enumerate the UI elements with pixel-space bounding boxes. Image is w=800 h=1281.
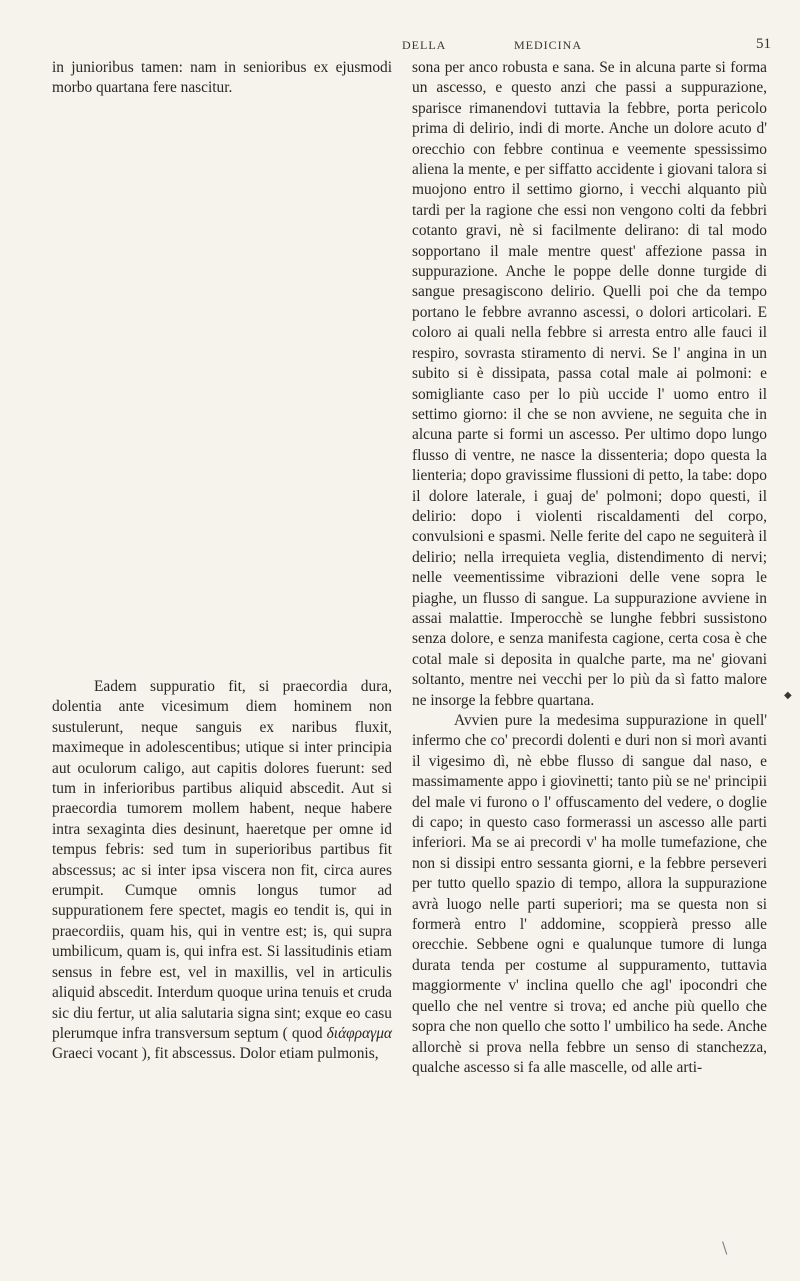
stray-mark: \ [722, 1238, 728, 1257]
latin-paragraph-2 [52, 677, 392, 1065]
margin-mark: ◆ [784, 690, 792, 701]
latin-paragraph-1: in junioribus tamen: nam in senioribus ex ejusmodi morbo quartana fere nascitur. [52, 59, 392, 97]
italian-paragraph-2: Avvien pure la medesima suppurazione in quell' infermo che co' precordi dolenti e duri non si morì avanti il vigesimo dì, nè ebbe flusso di sangue dal naso, e massimamente appo i giovinetti; tanto più se ne' principii del male vi furono o l' offuscamento del vedere, o doglie di capo; in questo caso formerassi un ascesso alle parti inferiori. Ma se ai precordi v' ha molle tumefazione, che non si dissipi entro sessanta giorni, e la febbre perseveri per tutto quello spazio di tempo, allora la suppurazione avrà luogo nelle parti superiori; ma se questa non si formerà entro l' addomine, scoppierà presso alle orecchie. Sebbene ogni e qualunque tumore di lunga durata tenda per costume al suppuramento, tuttavia maggiormente v' inclina quello che agl' ipocondri che quello che nel ventre si trova; ed anche più quello che sopra che non quello che sotto l' umbilico ha sede. Anche allorchè si prova nella febbre un senso di stanchezza, qualche ascesso si fa alle mascelle, od alle arti- [412, 712, 767, 1076]
latin-paragraph-2-text: Eadem suppuratio fit, si praecordia dura, dolentia ante vicesimum diem hominem non sustulerunt, neque sanguis ex naribus fluxit, maximeque in adolescentibus; utique si inter principia aut oculorum caligo, aut capitis dolores fuerunt: sed tum in inferioribus partibus aliquid abscedit. Aut si praecordia tumorem mollem habent, neque habere intra sexaginta dies desinunt, haeretque per omne id tempus febris: sed tum in superioribus partibus fit abscessus; ac si inter ipsa viscera non fit, circa aures erumpit. Cumque omnis longus tumor ad suppurationem fere spectet, magis eo tendit is, qui in praecordiis, quam his, qui in ventre est; is, qui supra umbilicum, quam is, qui infra est. Si lassitudinis etiam sensus in febre est, vel in maxillis, vel in articulis aliquid abscedit. Interdum quoque urina tenuis et cruda sic diu fertur, ut alia salutaria signa sint; exque eo casu plerumque infra transversum septum ( quod [52, 678, 392, 1042]
latin-column-top [52, 58, 392, 99]
running-head-left: DELLA [402, 38, 447, 52]
page-number: 51 [756, 36, 771, 52]
latin-column-bottom [52, 677, 392, 1065]
running-head-right: MEDICINA [514, 38, 582, 52]
italian-column [412, 58, 767, 1078]
italian-paragraph-1: sona per anco robusta e sana. Se in alcuna parte si forma un ascesso, e questo anzi che passi a suppurazione, sparisce rimanendovi tuttavia la febbre, porta pericolo prima di delirio, indi di morte. Anche un dolore acuto d' orecchio con febbre continua e veemente spessissimo aliena la mente, e per siffatto accidente i giovani talora si muojono entro il settimo giorno, i vecchi alquanto più tardi per la ragione che essi non vengono colti da febbri cotanto gravi, nè si facilmente delirano: di tal modo sopportano il male mentre quest' affezione passa in suppurazione. Anche le poppe delle donne turgide di sangue presagiscono delirio. Quelli poi che da tempo portano le febbre avranno ascessi, o dolori articolari. E coloro ai quali nella febbre si arresta entro alle fauci il respiro, sovrasta stiramento di nervi. Se l' angina in un subito si è dissipata, passa cotal male ai polmoni: e somigliante caso per lo più uccide l' uomo entro il settimo giorno: il che se non avviene, ne seguita che in alcuna parte si formi un ascesso. Per ultimo dopo lungo flusso di ventre, ne nasce la dissenteria; dopo questa la lienteria; dopo gravissime flussioni di petto, la tabe: dopo il dolore laterale, i guaj de' polmoni; dopo questi, il delirio: dopo i violenti riscaldamenti del corpo, convulsioni e spasmi. Nelle ferite del capo ne seguiterà il delirio; nella irrequieta veglia, distendimento di nervi; nelle veementissime vibrazioni delle vene sopra le piaghe, un flusso di sangue. La suppurazione avviene in assai malattie. Imperocchè se lunghe febbri sussistono senza dolore, e senza manifesta cagione, certa cosa è che cotal male si deposita in qualche parte, ma ne' giovani soltanto, mentre nei vecchi per lo più da sì fatto malore ne insorge la febbre quartana. [412, 59, 767, 709]
latin-paragraph-2-end: Graeci vocant ), fit abscessus. Dolor etiam pulmonis, [52, 1045, 379, 1063]
greek-word: διάφραγμα [326, 1024, 392, 1042]
